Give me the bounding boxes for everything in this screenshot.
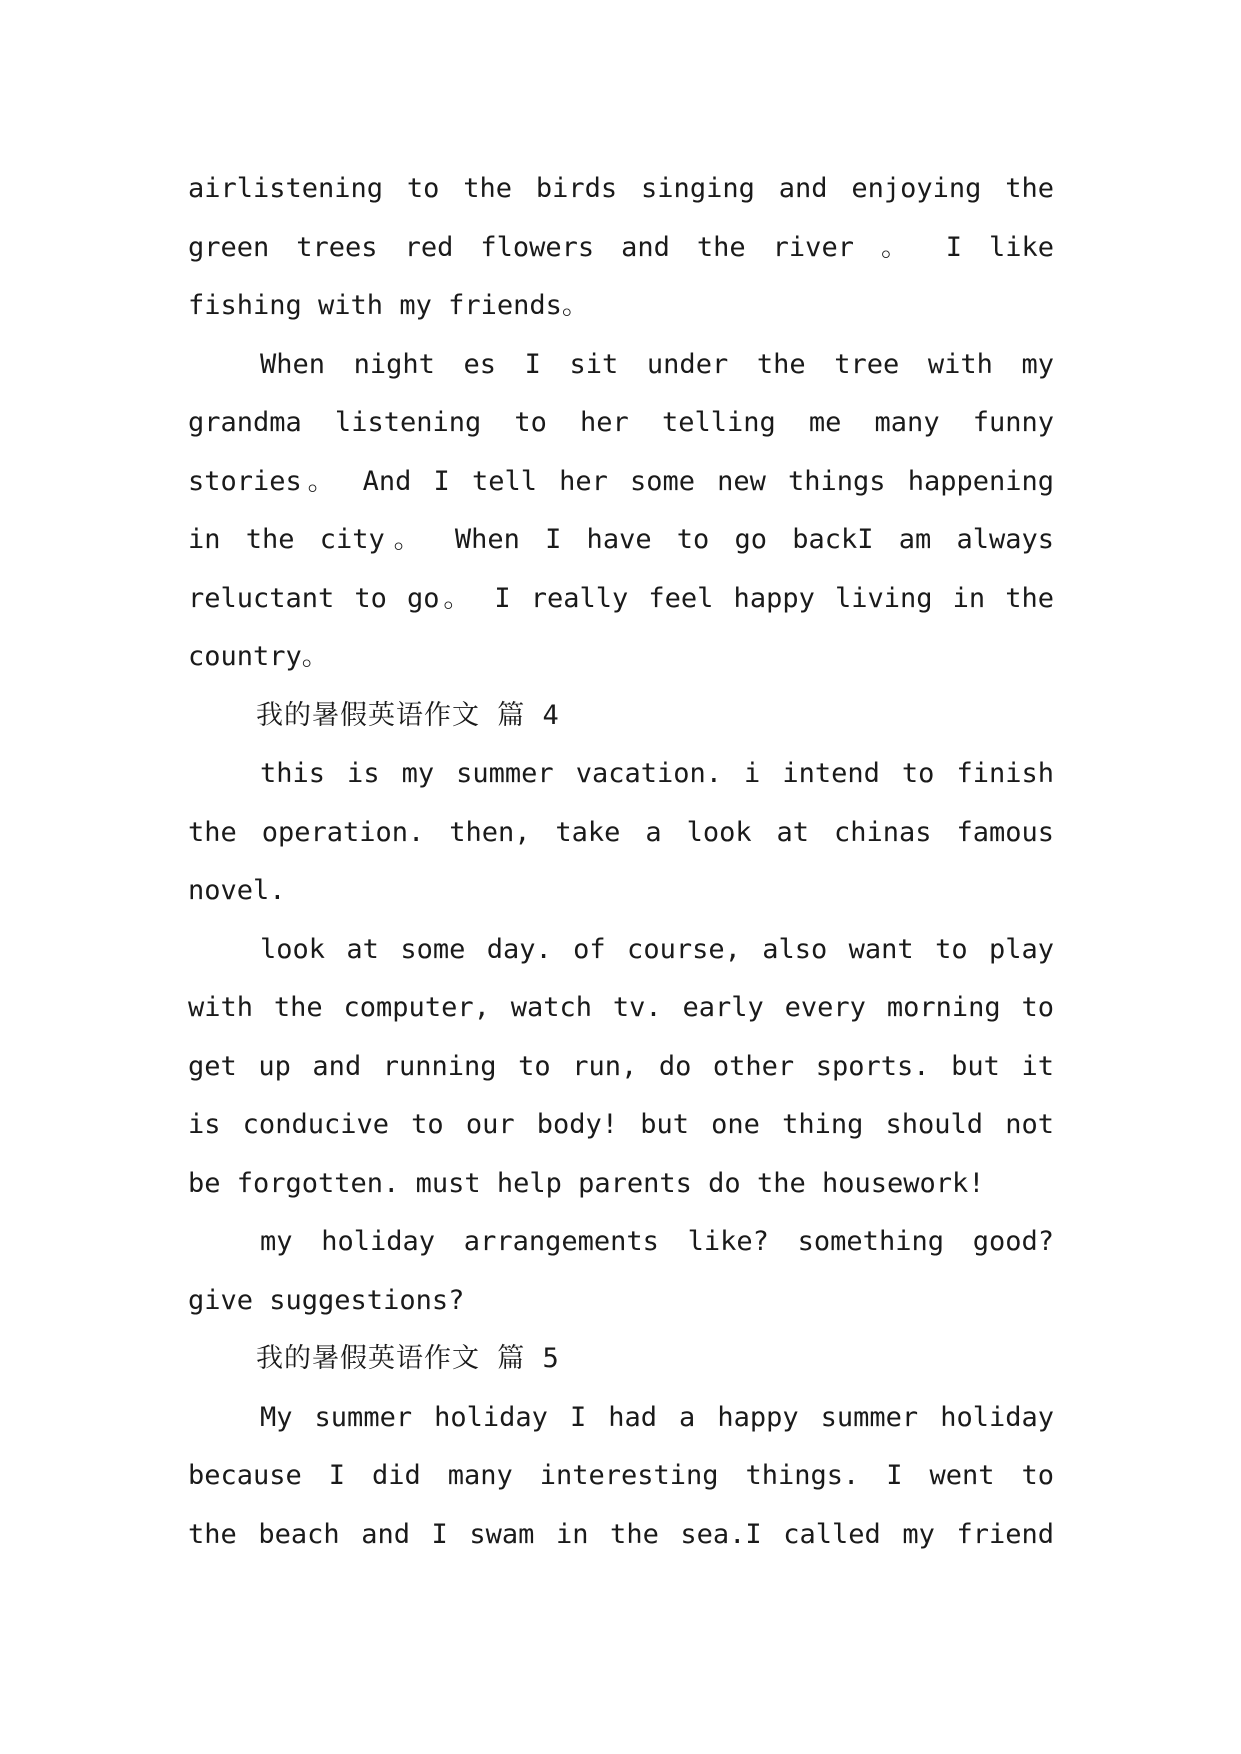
text-line: grandma listening to her telling me many funny xyxy=(188,407,1054,438)
paragraph-first-line: look at some day. of course, also want to play xyxy=(260,933,1054,965)
text-line: novel. xyxy=(188,875,286,906)
paragraph-first-line: my holiday arrangements like? something good? xyxy=(260,1226,1054,1257)
document-body xyxy=(188,160,1054,1564)
text-line: the operation. then, take a look at chinas famous xyxy=(188,816,1054,848)
text-line: green trees red flowers and the river 。 I like xyxy=(188,231,1054,263)
section-heading: 我的暑假英语作文 篇 5 xyxy=(256,1343,560,1374)
paragraph-first-line: My summer holiday I had a happy summer holiday xyxy=(260,1401,1054,1433)
text-line: in the city。 When I have to go backI am always xyxy=(188,524,1054,555)
paragraph-first-line: this is my summer vacation. i intend to finish xyxy=(260,758,1054,789)
text-line: is conducive to our body! but one thing should not xyxy=(188,1109,1054,1140)
text-line: country。 xyxy=(188,641,329,672)
text-line: reluctant to go。 I really feel happy living in the xyxy=(188,582,1054,614)
text-line: get up and running to run, do other sports. but it xyxy=(188,1050,1054,1082)
paragraph-first-line: When night es I sit under the tree with my xyxy=(260,348,1054,380)
text-line: give suggestions? xyxy=(188,1284,465,1316)
text-line: airlistening to the birds singing and enjoying the xyxy=(188,173,1054,204)
text-line: be forgotten. must help parents do the housework! xyxy=(188,1167,985,1199)
text-line: fishing with my friends。 xyxy=(188,290,589,321)
text-line: the beach and I swam in the sea.I called my friend xyxy=(188,1518,1054,1550)
text-line: with the computer, watch tv. early every morning to xyxy=(188,992,1054,1023)
text-line: stories。 And I tell her some new things happening xyxy=(188,465,1054,497)
text-line: because I did many interesting things. I went to xyxy=(188,1460,1054,1491)
section-heading: 我的暑假英语作文 篇 4 xyxy=(256,699,560,731)
